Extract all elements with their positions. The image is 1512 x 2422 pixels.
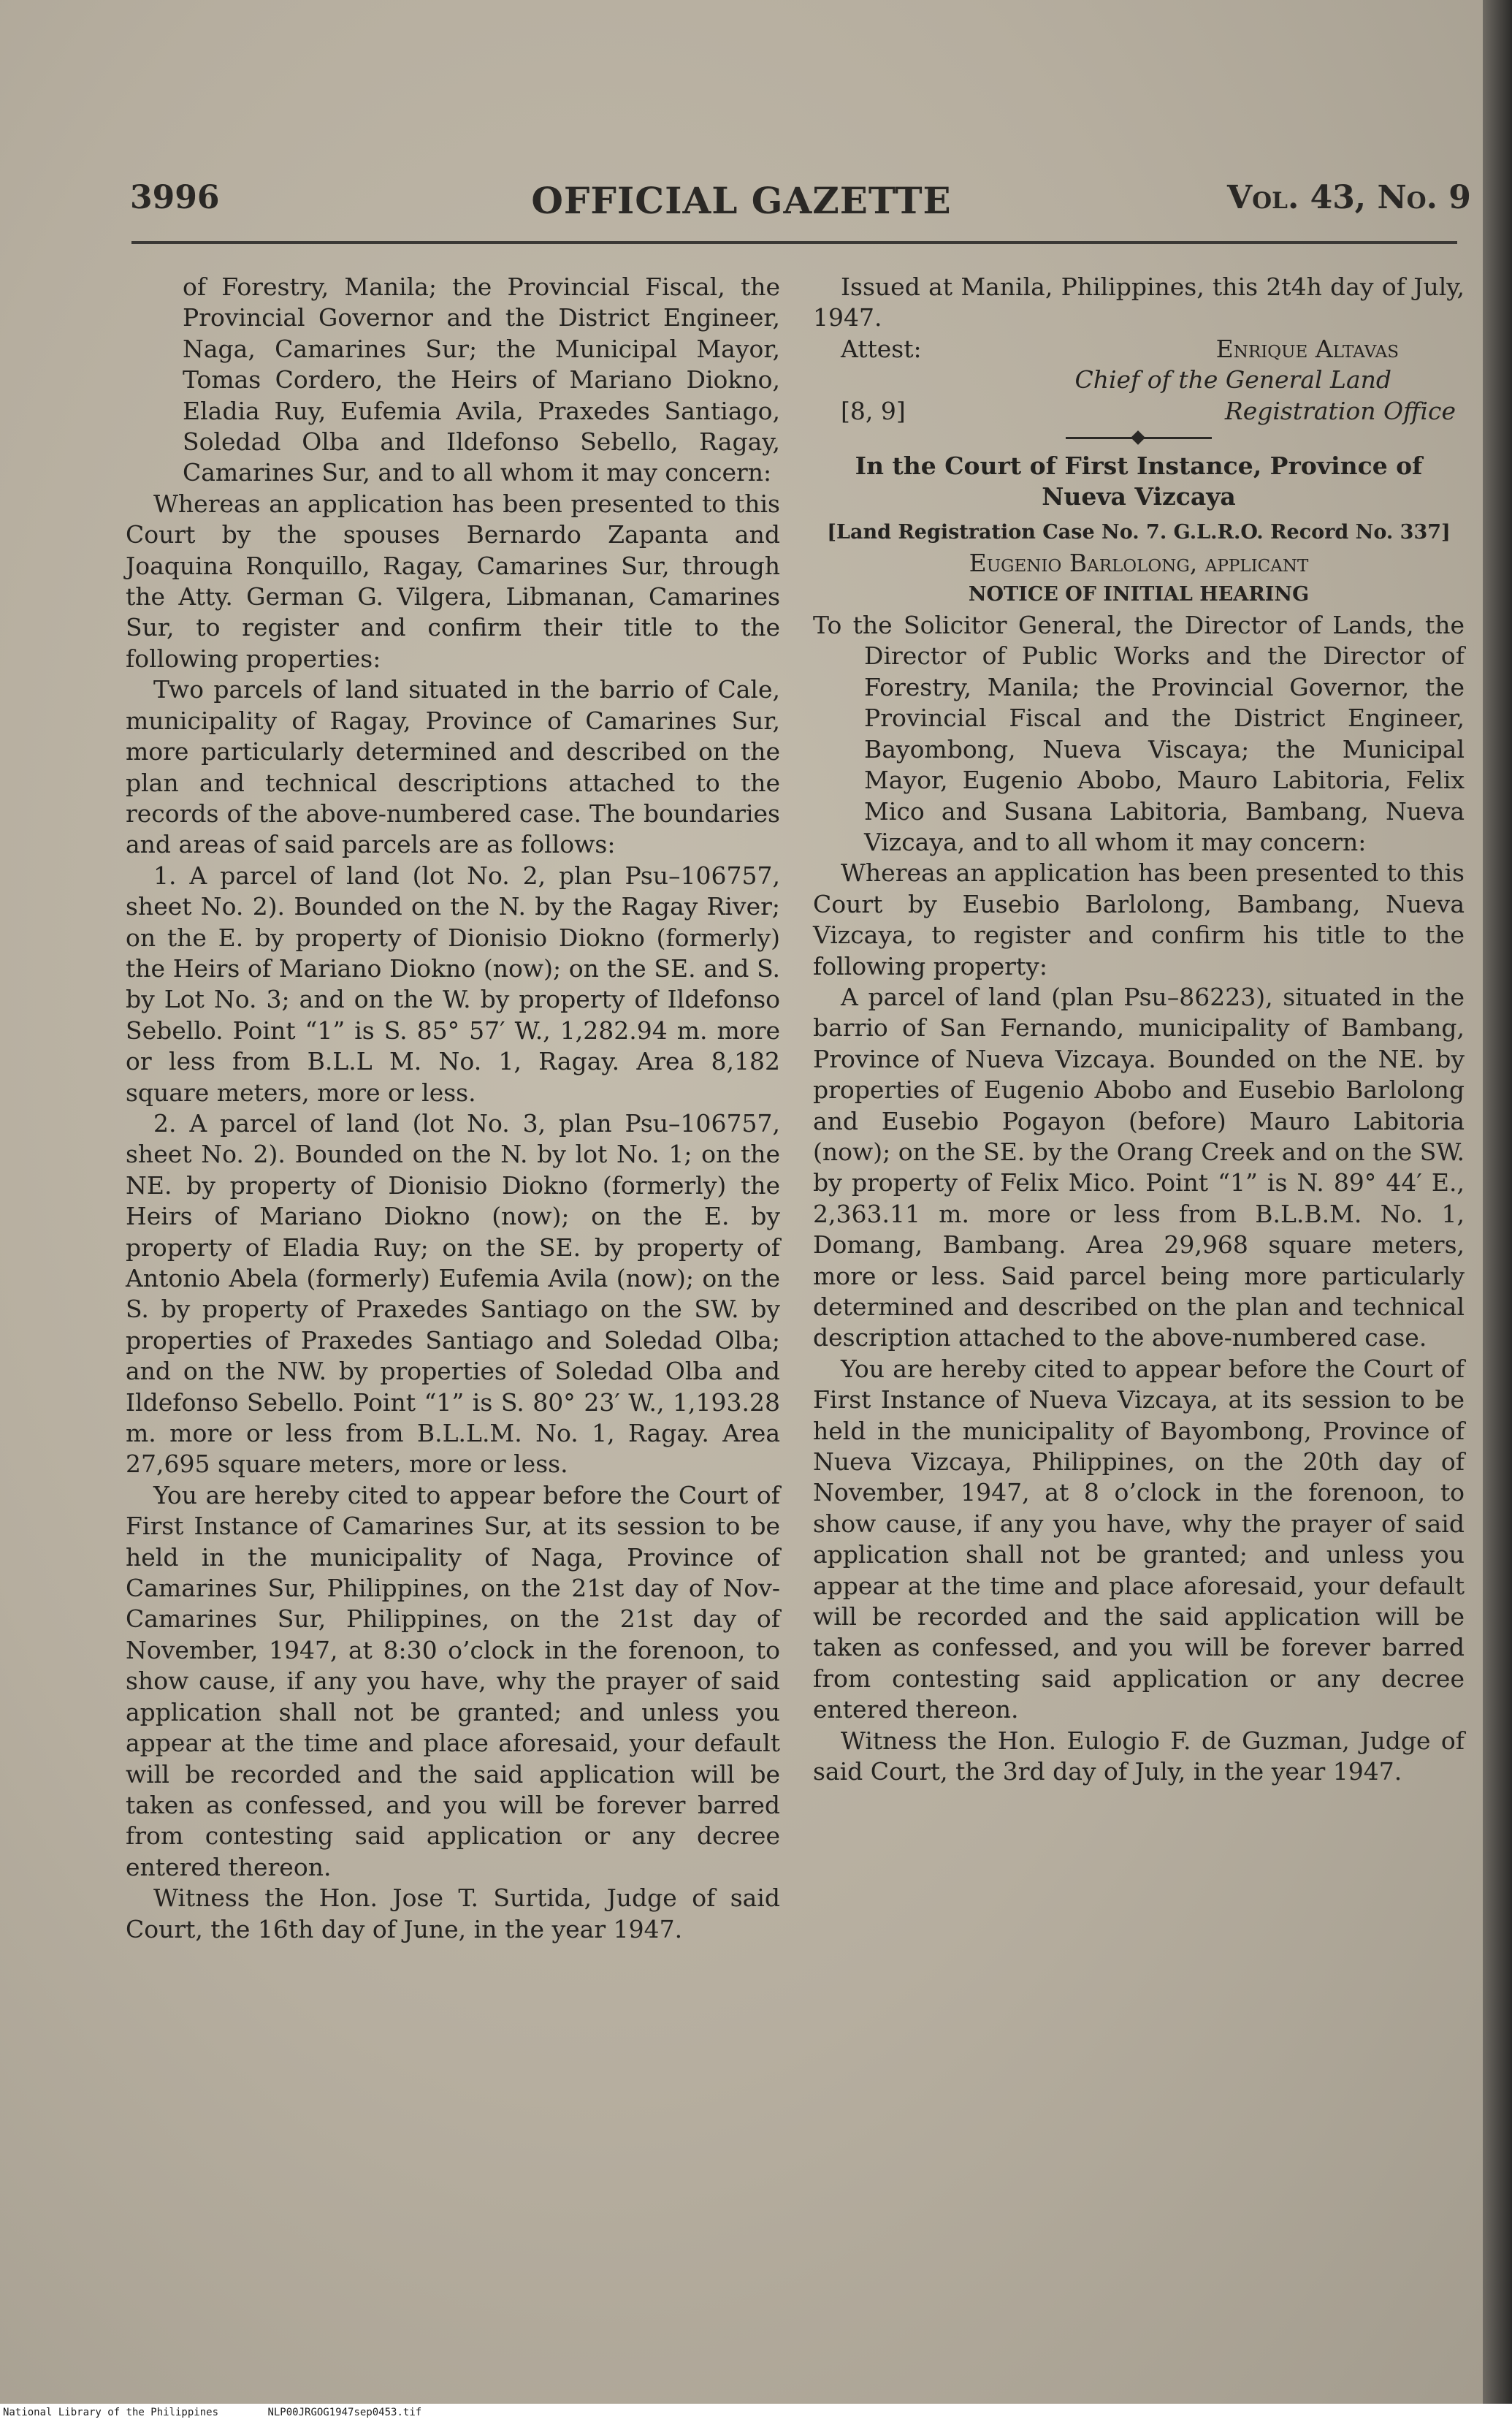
citation-paragraph: You are hereby cited to appear before the Court of First Instance of Camarines Sur, at its session to be held in the municipality of Naga, Province of Camarines Sur, Philippines, on the 21st day of Nov-Camarines Sur, Philippines, on the 21st day of November, 1947, at 8:30 o’clock in the forenoon, to show cause, if any you have, why the prayer of said application shall not be granted; and unless you appear at the time and place aforesaid, your default will be recorded and the said application will be taken as confessed, and you will be forever barred from contesting said application or any decree entered thereon.: [126, 1480, 780, 1881]
attest-title-2: Registration Office: [1224, 396, 1456, 425]
attest-name: Enrique Altavas: [1215, 334, 1399, 363]
publication-title: OFFICIAL GAZETTE: [531, 179, 952, 222]
witness-paragraph: Witness the Hon. Jose T. Surtida, Judge of said Court, the 16th day of June, in the year 1947.: [126, 1884, 780, 1943]
parcel-description: A parcel of land (plan Psu–86223), situated in the barrio of San Fernando, municipality of Bambang, Province of Nueva Vizcaya. Bounded on the NE. by properties of Eugenio Abobo and Eusebio Barlolong and Eusebio Pogayon (before) Mauro Labitoria (now); on the SE. by the Orang Creek and on the SW. by property of Felix Mico. Point “1” is N. 89° 44′ E., 2,363.11 m. more or less from B.L.B.M. No. 1, Domang, Bambang. Area 29,968 square meters, more or less. Said parcel being more particularly determined and described on the plan and technical description attached to the above-numbered case.: [813, 982, 1465, 1352]
court-heading: In the Court of First Instance, Province of Nueva Vizcaya: [855, 452, 1423, 511]
scan-credit: National Library of the Philippines: [3, 2407, 219, 2418]
section-divider: [1066, 437, 1212, 439]
attest-title-1: Chief of the General Land: [1074, 365, 1391, 395]
header-rule: [131, 241, 1457, 244]
whereas-paragraph-right: Whereas an application has been presented to this Court by Eusebio Barlolong, Bambang, Nueva Vizcaya, to register and confirm his title to the following property:: [813, 858, 1465, 980]
attest-ref: [8, 9]: [841, 396, 906, 425]
right-column: [813, 272, 1465, 1788]
citation-paragraph-right: You are hereby cited to appear before the Court of First Instance of Nueva Vizcaya, at its session to be held in the municipality of Bayombong, Province of Nueva Vizcaya, Philippines, on the 20th day of November, 1947, at 8 o’clock in the forenoon, to show cause, if any you have, why the prayer of said application shall not be granted; and unless you appear at the time and place aforesaid, your default will be recorded and the said application will be taken as confessed, and you will be forever barred from contesting said application or any decree entered thereon.: [813, 1354, 1465, 1724]
volume-label: Vol. 43, No. 9: [1227, 179, 1471, 216]
case-line: [Land Registration Case No. 7. G.L.R.O. Record No. 337]: [827, 520, 1451, 544]
applicant-line: Eugenio Barlolong, applicant: [969, 549, 1309, 578]
scan-footer: [0, 2404, 1512, 2422]
parcel-2-description: 2. A parcel of land (lot No. 3, plan Psu–106757, sheet No. 2). Bounded on the N. by lot No. 1; on the NE. by property of Dionisio Diokno (formerly) the Heirs of Mariano Diokno (now); on the E. by property of Eladia Ruy; on the SE. by property of Antonio Abela (formerly) Eufemia Avila (now); on the S. by property of Praxedes Santiago on the SW. by properties of Praxedes Santiago and Soledad Olba; and on the NW. by properties of Soledad Olba and Ildefonso Sebello. Point “1” is S. 80° 23′ W., 1,193.28 m. more or less from B.L.L.M. No. 1, Ragay. Area 27,695 square meters, more or less.: [126, 1108, 780, 1479]
issued-line: Issued at Manila, Philippines, this 2t4h day of July, 1947.: [813, 273, 1465, 332]
attest-row: [813, 334, 1465, 365]
attest-label: Attest:: [841, 334, 922, 363]
scan-edge-shadow: [1483, 0, 1512, 2404]
parcel-1-description: 1. A parcel of land (lot No. 2, plan Psu–106757, sheet No. 2). Bounded on the N. by the Ragay River; on the E. by property of Dionisio Diokno (formerly) the Heirs of Mariano Diokno (now); on the SE. and S. by Lot No. 3; and on the W. by property of Ildefonso Sebello. Point “1” is S. 85° 57′ W., 1,282.94 m. more or less from B.L.L M. No. 1, Ragay. Area 8,182 square meters, more or less.: [126, 861, 780, 1107]
parcels-intro: Two parcels of land situated in the barrio of Cale, municipality of Ragay, Province of Camarines Sur, more particularly determined and described on the plan and technical descriptions attached to the records of the above-numbered case. The boundaries and areas of said parcels are as follows:: [126, 675, 780, 859]
addressees: To the Solicitor General, the Director of Lands, the Director of Public Works and the Director of Forestry, Manila; the Provincial Governor, the Provincial Fiscal and the District Engineer, Bayombong, Nueva Viscaya; the Municipal Mayor, Eugenio Abobo, Mauro Labitoria, Felix Mico and Susana Labitoria, Bambang, Nueva Vizcaya, and to all whom it may concern:: [813, 611, 1465, 856]
page-number: 3996: [130, 179, 220, 216]
whereas-paragraph: Whereas an application has been presented to this Court by the spouses Bernardo Zapanta and Joaquina Ronquillo, Ragay, Camarines Sur, through the Atty. German G. Vilgera, Libmanan, Camarines Sur, to register and confirm their title to the following properties:: [126, 489, 780, 673]
scan-file-name: NLP00JRGOG1947sep0453.tif: [267, 2407, 422, 2418]
notice-title: NOTICE OF INITIAL HEARING: [968, 582, 1310, 606]
attest-row-2: [813, 396, 1465, 427]
addressees-continued: of Forestry, Manila; the Provincial Fiscal, the Provincial Governor and the District Engineer, Naga, Camarines Sur; the Municipal Mayor, Tomas Cordero, the Heirs of Mariano Diokno, Eladia Ruy, Eufemia Avila, Praxedes Santiago, Soledad Olba and Ildefonso Sebello, Ragay, Camarines Sur, and to all whom it may concern:: [183, 273, 780, 487]
left-column: [126, 272, 780, 1945]
witness-paragraph-right: Witness the Hon. Eulogio F. de Guzman, Judge of said Court, the 3rd day of July, in the year 1947.: [813, 1726, 1465, 1786]
